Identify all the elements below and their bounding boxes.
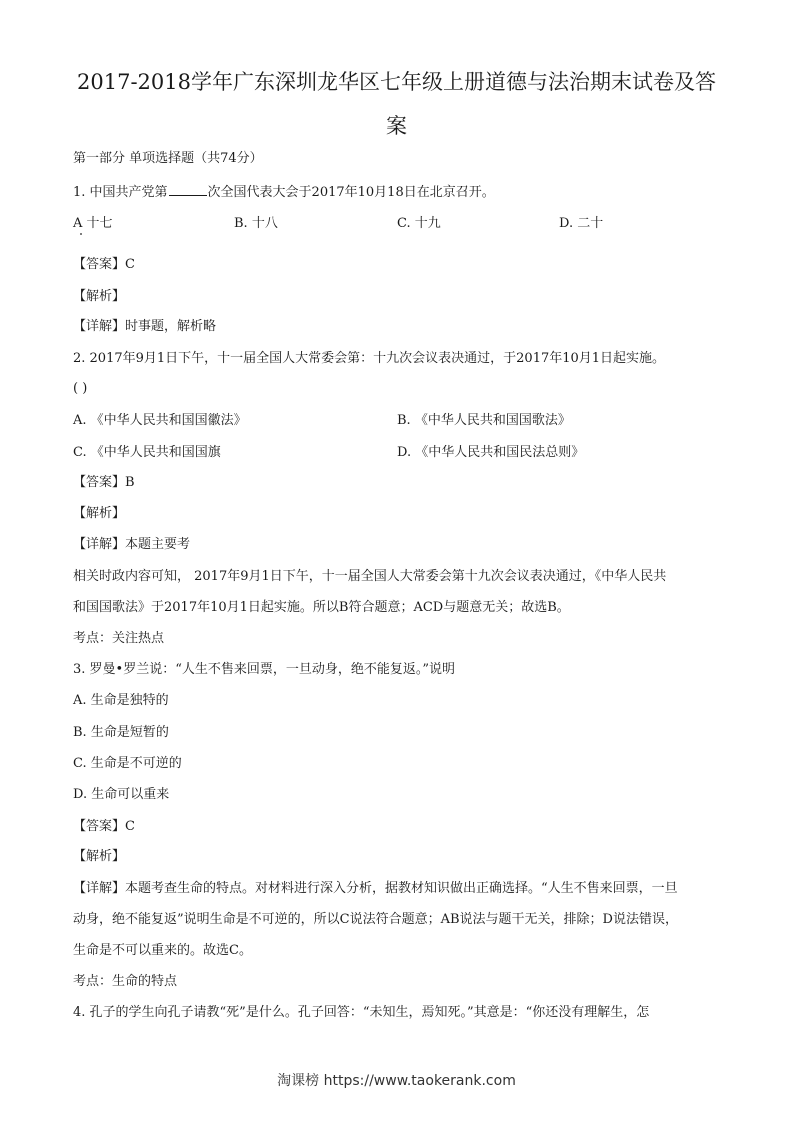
question-3-detail-line1: 【详解】本题考查生命的特点。对材料进行深入分析，据教材知识做出正确选择。“人生不售来回票，一旦 [73, 881, 678, 896]
question-1-answer: 【答案】C [73, 257, 135, 272]
question-1-option-b: B. 十八 [234, 216, 278, 231]
question-3-option-c: C. 生命是不可逆的 [73, 756, 182, 771]
footer-watermark: 淘课榜 https://www.taokerank.com [277, 1073, 516, 1089]
question-3-stem: 3. 罗曼•罗兰说：“人生不售来回票，一旦动身，绝不能复返。”说明 [73, 662, 455, 677]
question-2-option-a: A. 《中华人民共和国国徽法》 [73, 413, 247, 428]
question-2-stem: 2. 2017年9月1日下午，十一届全国人大常委会第：十九次会议表决通过，于2017年10月1日起实施。 [73, 351, 666, 366]
question-3-detail-line2: 动身，绝不能复返”说明生命是不可逆的，所以C说法符合题意；AB说法与题干无关，排除；D说法错误， [73, 912, 678, 927]
document-title: 2017-2018学年广东深圳龙华区七年级上册道德与法治期末试卷及答 [77, 70, 716, 94]
section-heading: 第一部分 单项选择题（共74分） [73, 151, 263, 166]
question-1-option-d: D. 二十 [559, 216, 604, 231]
question-4-stem: 4. 孔子的学生向孔子请教“死”是什么。孔子回答：“未知生，焉知死。”其意是：“你还没有理解生，怎 [73, 1005, 650, 1020]
question-1-option-c: C. 十九 [397, 216, 441, 231]
question-3-option-b: B. 生命是短暂的 [73, 725, 169, 740]
document-title-continued: 案 [386, 114, 407, 138]
question-3-point: 考点：生命的特点 [73, 974, 178, 989]
question-1-analysis-label: 【解析】 [73, 289, 126, 304]
question-2-detail: 【详解】本题主要考 [73, 537, 191, 552]
question-2-analysis-label: 【解析】 [73, 506, 126, 521]
question-1-detail: 【详解】时事题，解析略 [73, 319, 217, 334]
question-2-option-d: D. 《中华人民共和国民法总则》 [397, 445, 585, 460]
stray-mark [80, 233, 82, 235]
fill-blank [169, 183, 207, 196]
question-2-point: 考点：关注热点 [73, 631, 165, 646]
question-2-explanation-line1: 相关时政内容可知， 2017年9月1日下午，十一届全国人大常委会第十九次会议表决通过，《中华人民共 [73, 569, 667, 584]
question-3-answer: 【答案】C [73, 819, 135, 834]
question-2-option-b: B. 《中华人民共和国国歌法》 [397, 413, 571, 428]
question-1-stem-end: 次全国代表大会于2017年10月18日在北京召开。 [207, 185, 495, 200]
question-1-option-a: A 十七 [73, 216, 113, 231]
question-3-option-d: D. 生命可以重来 [73, 787, 170, 802]
question-2-answer: 【答案】B [73, 475, 135, 490]
question-3-option-a: A. 生命是独特的 [73, 693, 169, 708]
question-3-detail-line3: 生命是不可以重来的。故选C。 [73, 943, 252, 958]
question-2-option-c: C. 《中华人民共和国国旗 [73, 445, 221, 460]
question-1-stem-start: 1. 中国共产党第 [73, 185, 168, 200]
question-2-explanation-line2: 和国国歌法》于2017年10月1日起实施。所以B符合题意；ACD与题意无关；故选B。 [73, 600, 570, 615]
question-3-analysis-label: 【解析】 [73, 849, 126, 864]
question-2-stem-bracket: ( ) [73, 381, 88, 396]
question-1-stem [73, 183, 495, 202]
